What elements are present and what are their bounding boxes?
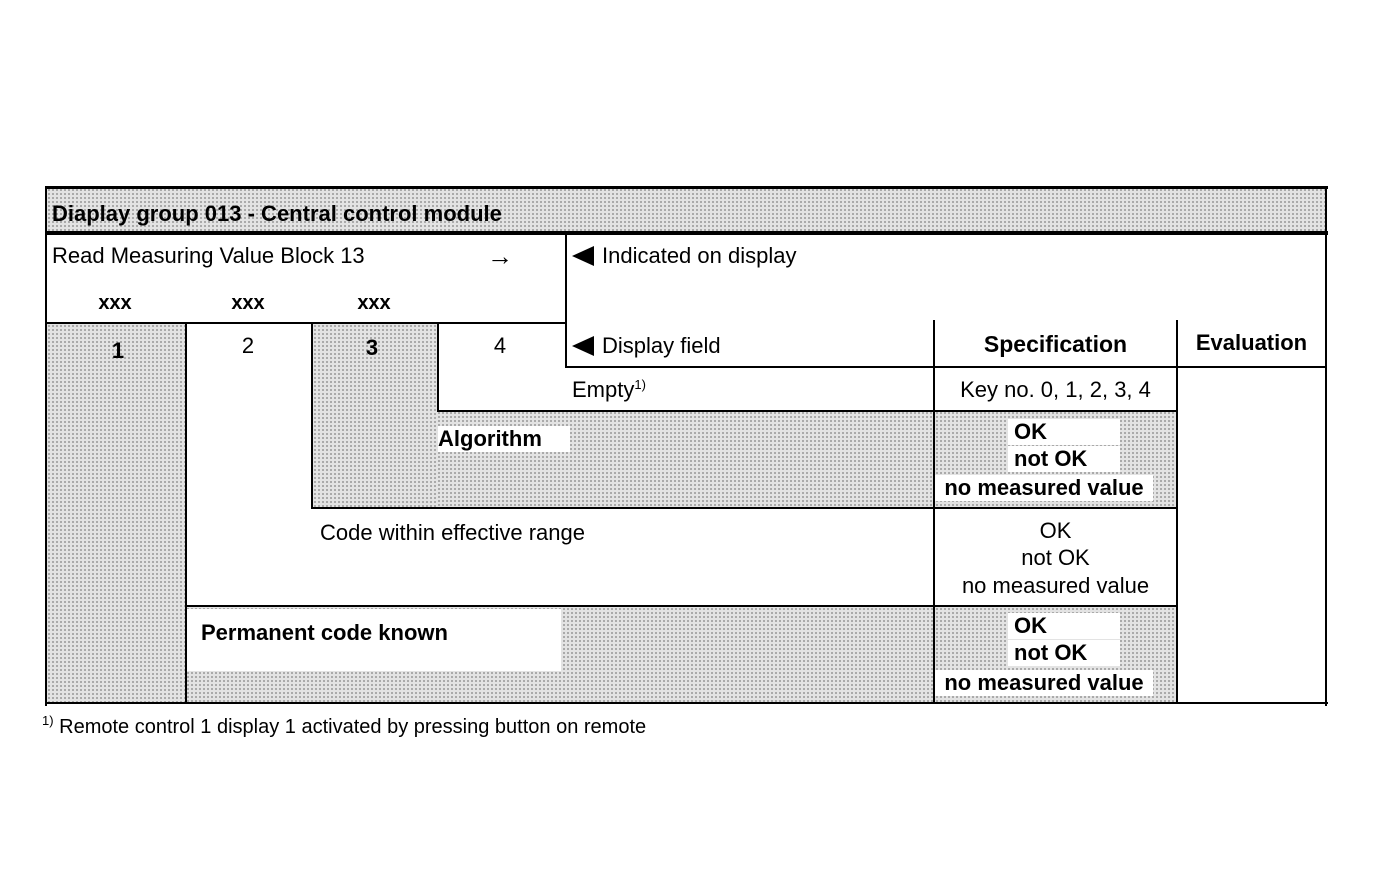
read-block-divider — [565, 233, 567, 368]
table-bottom-border — [45, 702, 1328, 704]
read-block-label: Read Measuring Value Block 13 — [52, 243, 365, 268]
column-2-right-line — [311, 322, 313, 509]
indicated-on-display: Indicated on display — [572, 243, 796, 269]
row-code-range-spec-no-value: no measured value — [961, 573, 1150, 598]
triangle-left-icon — [572, 246, 594, 266]
row-permanent-spec-not-ok: not OK — [1008, 640, 1120, 666]
row-permanent-spec-no-value: no measured value — [935, 670, 1153, 696]
code-range-row-bottom — [185, 605, 1177, 607]
table-right-border — [1325, 186, 1327, 706]
algorithm-row-bottom — [311, 507, 1177, 509]
read-block-arrow: → — [487, 241, 513, 271]
row-empty-label: Empty$^{1)}$ — [572, 377, 646, 402]
row-algorithm-label: Algorithm — [438, 426, 570, 452]
column-number-2: 2 — [241, 333, 255, 358]
specification-header: Specification — [983, 331, 1128, 357]
display-field-bottom — [565, 366, 1327, 368]
column-number-1: 1 — [111, 338, 125, 363]
row-algorithm-spec-not-ok: not OK — [1008, 446, 1120, 472]
evaluation-header: Evaluation — [1195, 330, 1308, 355]
column-3-right-line — [437, 322, 439, 412]
column-1-shade — [47, 324, 186, 704]
row-code-range-label: Code within effective range — [320, 520, 585, 545]
row-code-range-spec-not-ok: not OK — [1021, 545, 1090, 570]
spec-right-line — [1176, 320, 1178, 704]
row-algorithm-spec-no-value: no measured value — [935, 475, 1153, 501]
table-top-border — [45, 186, 1328, 189]
row-permanent-label: Permanent code known — [201, 620, 448, 645]
display-field-label: Display field — [572, 333, 721, 359]
row-permanent-spec-ok: OK — [1008, 613, 1120, 639]
page-title: Diaplay group 013 - Central control module — [52, 201, 502, 226]
read-value-1: xxx — [98, 292, 132, 314]
column-number-4: 4 — [493, 333, 507, 358]
empty-row-bottom — [437, 410, 1177, 412]
row-empty-spec: Key no. 0, 1, 2, 3, 4 — [960, 377, 1151, 402]
row-algorithm-spec-ok: OK — [1008, 419, 1120, 445]
triangle-left-icon — [572, 336, 594, 356]
read-value-3: xxx — [357, 292, 391, 314]
row-code-range-spec-ok: OK — [1039, 518, 1072, 543]
header-bottom-border — [45, 231, 1328, 235]
footnote: $^{1)}$ Remote control 1 display 1 activated by pressing button on remote — [42, 713, 647, 738]
read-block-bottom — [45, 322, 567, 324]
column-number-3: 3 — [365, 335, 379, 360]
table-left-border — [45, 186, 47, 706]
read-value-2: xxx — [231, 292, 265, 314]
